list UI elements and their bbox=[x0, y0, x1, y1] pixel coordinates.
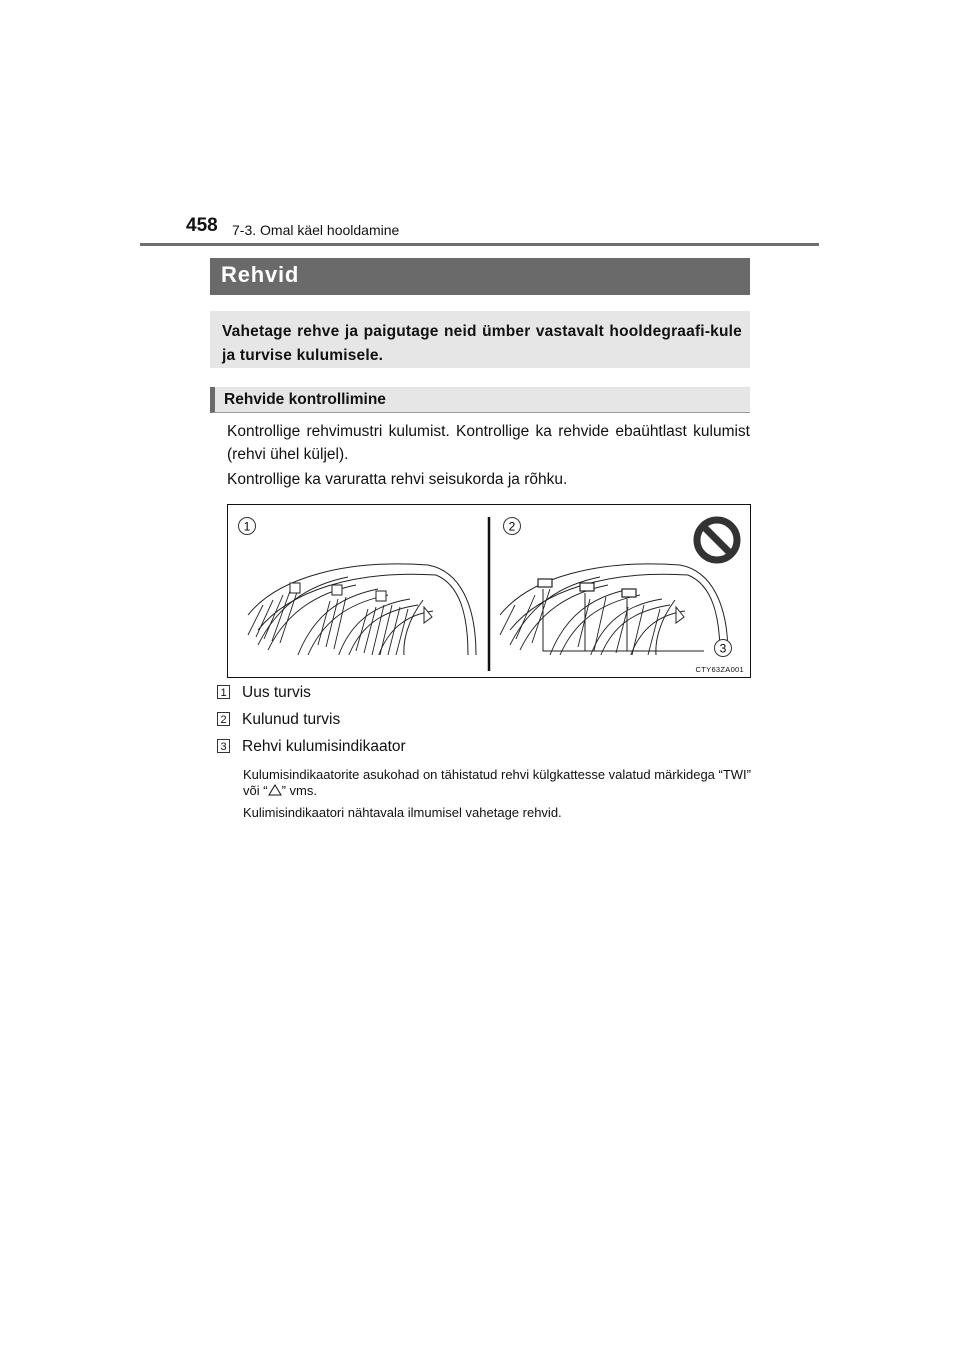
note-text-start: Kulumisindikaatorite asukohad on tähistatud rehvi külgkattesse valatud märkidega “TWI” või “ bbox=[243, 767, 751, 798]
paragraph-spare-check: Kontrollige ka varuratta rehvi seisukorda ja rõhku. bbox=[227, 471, 568, 488]
page-number: 458 bbox=[186, 215, 218, 236]
note-indicator-marks bbox=[243, 767, 751, 799]
new-tread-tire bbox=[248, 564, 476, 657]
callout-1-label: 1 bbox=[243, 519, 251, 534]
note-replace-tires: Kulimisindikaatori nähtavala ilmumisel vahetage rehvid. bbox=[243, 805, 562, 820]
callout-1 bbox=[239, 518, 256, 535]
worn-tread-tire bbox=[500, 564, 728, 657]
callout-3-label: 3 bbox=[719, 641, 727, 656]
legend-label: Uus turvis bbox=[242, 684, 311, 701]
triangle-icon bbox=[268, 784, 282, 796]
callout-2 bbox=[504, 518, 521, 535]
legend-number: 1 bbox=[217, 685, 230, 699]
callout-3 bbox=[715, 640, 732, 657]
header-rule bbox=[140, 243, 819, 246]
tire-illustration bbox=[228, 505, 750, 677]
intro-box: Vahetage rehve ja paigutage neid ümber vastavalt hooldegraafi-kule ja turvise kulumisele. bbox=[210, 311, 750, 368]
tire-tread-figure bbox=[227, 504, 751, 678]
legend-label: Kulunud turvis bbox=[242, 711, 341, 728]
section-title: Rehvid bbox=[210, 258, 750, 295]
legend-label: Rehvi kulumisindikaator bbox=[242, 738, 406, 755]
callout-2-label: 2 bbox=[508, 519, 516, 534]
figure-code: CTY63ZA001 bbox=[695, 665, 744, 674]
chapter-title: 7-3. Omal käel hooldamine bbox=[232, 222, 400, 238]
legend-number: 2 bbox=[217, 712, 230, 726]
paragraph-tread-check: Kontrollige rehvimustri kulumist. Kontrollige ka rehvide ebaühtlast kulumist (rehvi ühel küljel). bbox=[227, 423, 750, 463]
legend-number: 3 bbox=[217, 739, 230, 753]
prohibited-icon bbox=[697, 520, 737, 560]
note-text-end: ” vms. bbox=[281, 783, 317, 798]
subsection-title: Rehvide kontrollimine bbox=[210, 387, 750, 413]
